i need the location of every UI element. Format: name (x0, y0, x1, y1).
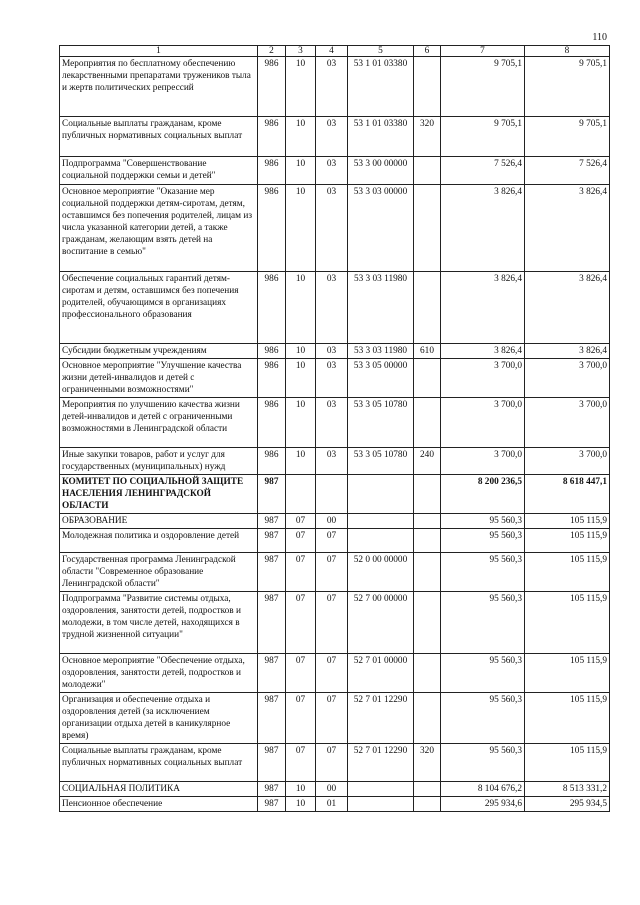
page-number: 110 (592, 32, 607, 43)
amount-year-2: 105 115,9 (525, 744, 610, 782)
row-name: Социальные выплаты гражданам, кроме публичных нормативных социальных выплат (60, 744, 258, 782)
row-name: Подпрограмма "Развитие системы отдыха, оздоровления, занятости детей, подростков и молодежи, в том числе детей, находящихся в трудной жизненной ситуации" (60, 592, 258, 654)
expense-type-code: 320 (414, 744, 441, 782)
amount-year-2: 3 700,0 (525, 359, 610, 398)
amount-year-1: 7 526,4 (441, 157, 525, 185)
subsection-code (316, 475, 348, 514)
admin-code: 986 (258, 359, 286, 398)
section-code: 10 (286, 448, 316, 475)
row-name: Мероприятия по бесплатному обеспечению лекарственными препаратами тружеников тыла и жертв политических репрессий (60, 57, 258, 117)
amount-year-1: 3 826,4 (441, 344, 525, 359)
subsection-code: 07 (316, 553, 348, 592)
admin-code: 987 (258, 475, 286, 514)
target-code (348, 475, 414, 514)
admin-code: 987 (258, 529, 286, 553)
row-name: СОЦИАЛЬНАЯ ПОЛИТИКА (60, 782, 258, 797)
expense-type-code (414, 693, 441, 744)
expense-type-code (414, 359, 441, 398)
amount-year-2: 105 115,9 (525, 514, 610, 529)
admin-code: 986 (258, 272, 286, 344)
admin-code: 986 (258, 344, 286, 359)
amount-year-1: 9 705,1 (441, 57, 525, 117)
expense-type-code (414, 57, 441, 117)
amount-year-2: 3 826,4 (525, 344, 610, 359)
row-name: Организация и обеспечение отдыха и оздоровления детей (за исключением организации отдыха детей в каникулярное время) (60, 693, 258, 744)
section-code (286, 475, 316, 514)
expense-type-code (414, 272, 441, 344)
amount-year-1: 3 700,0 (441, 359, 525, 398)
amount-year-2: 105 115,9 (525, 529, 610, 553)
target-code: 53 3 05 10780 (348, 448, 414, 475)
section-code: 10 (286, 359, 316, 398)
subsection-code: 00 (316, 782, 348, 797)
subsection-code: 03 (316, 272, 348, 344)
target-code: 52 7 01 12290 (348, 744, 414, 782)
column-header: 1 (60, 46, 258, 57)
section-code: 07 (286, 592, 316, 654)
amount-year-2: 8 513 331,2 (525, 782, 610, 797)
subsection-code: 03 (316, 185, 348, 272)
subsection-code: 01 (316, 797, 348, 812)
target-code: 53 3 03 00000 (348, 185, 414, 272)
row-name: ОБРАЗОВАНИЕ (60, 514, 258, 529)
table-row (60, 744, 610, 782)
subsection-code: 03 (316, 359, 348, 398)
row-name: Государственная программа Ленинградской области "Современное образование Ленинградской области" (60, 553, 258, 592)
target-code: 53 3 05 10780 (348, 398, 414, 448)
section-code: 07 (286, 693, 316, 744)
target-code: 53 1 01 03380 (348, 117, 414, 157)
section-code: 07 (286, 654, 316, 693)
subsection-code: 07 (316, 654, 348, 693)
row-name: КОМИТЕТ ПО СОЦИАЛЬНОЙ ЗАЩИТЕ НАСЕЛЕНИЯ ЛЕНИНГРАДСКОЙ ОБЛАСТИ (60, 475, 258, 514)
column-header: 3 (286, 46, 316, 57)
table-row (60, 344, 610, 359)
table-row (60, 272, 610, 344)
table-row (60, 359, 610, 398)
target-code (348, 529, 414, 553)
amount-year-1: 3 700,0 (441, 448, 525, 475)
admin-code: 986 (258, 57, 286, 117)
admin-code: 987 (258, 654, 286, 693)
table-row (60, 654, 610, 693)
section-code: 07 (286, 514, 316, 529)
amount-year-1: 295 934,6 (441, 797, 525, 812)
table-row (60, 592, 610, 654)
table-header-row (60, 46, 610, 57)
expense-type-code: 320 (414, 117, 441, 157)
table-row (60, 782, 610, 797)
table-row (60, 475, 610, 514)
row-name: Подпрограмма "Совершенствование социальной поддержки семьи и детей" (60, 157, 258, 185)
amount-year-2: 3 700,0 (525, 448, 610, 475)
amount-year-2: 7 526,4 (525, 157, 610, 185)
table-row (60, 693, 610, 744)
section-code: 10 (286, 157, 316, 185)
amount-year-1: 3 826,4 (441, 185, 525, 272)
section-code: 10 (286, 398, 316, 448)
table-row (60, 797, 610, 812)
amount-year-2: 9 705,1 (525, 57, 610, 117)
amount-year-1: 8 104 676,2 (441, 782, 525, 797)
column-header: 6 (414, 46, 441, 57)
table-row (60, 57, 610, 117)
subsection-code: 03 (316, 448, 348, 475)
target-code: 53 3 03 11980 (348, 344, 414, 359)
row-name: Субсидии бюджетным учреждениям (60, 344, 258, 359)
subsection-code: 03 (316, 157, 348, 185)
section-code: 10 (286, 185, 316, 272)
target-code (348, 797, 414, 812)
target-code: 53 3 03 11980 (348, 272, 414, 344)
row-name: Основное мероприятие "Оказание мер социальной поддержки детям-сиротам, детям, оставшимся без попечения родителей, лицам из числа указанной категории детей, а также гражданам, желающим взять детей на воспитание в семью" (60, 185, 258, 272)
expense-type-code (414, 514, 441, 529)
subsection-code: 03 (316, 398, 348, 448)
expense-type-code (414, 475, 441, 514)
section-code: 10 (286, 797, 316, 812)
amount-year-1: 3 700,0 (441, 398, 525, 448)
expense-type-code (414, 185, 441, 272)
amount-year-1: 9 705,1 (441, 117, 525, 157)
admin-code: 986 (258, 157, 286, 185)
admin-code: 987 (258, 592, 286, 654)
expense-type-code (414, 654, 441, 693)
budget-table (59, 45, 610, 812)
amount-year-1: 95 560,3 (441, 654, 525, 693)
section-code: 10 (286, 344, 316, 359)
expense-type-code (414, 529, 441, 553)
admin-code: 987 (258, 797, 286, 812)
column-header: 8 (525, 46, 610, 57)
amount-year-2: 9 705,1 (525, 117, 610, 157)
table-row (60, 514, 610, 529)
admin-code: 986 (258, 117, 286, 157)
row-name: Мероприятия по улучшению качества жизни детей-инвалидов и детей с ограниченными возможностями в Ленинградской области (60, 398, 258, 448)
expense-type-code: 610 (414, 344, 441, 359)
row-name: Пенсионное обеспечение (60, 797, 258, 812)
amount-year-2: 105 115,9 (525, 553, 610, 592)
target-code (348, 782, 414, 797)
subsection-code: 03 (316, 344, 348, 359)
subsection-code: 07 (316, 529, 348, 553)
expense-type-code (414, 797, 441, 812)
table-row (60, 529, 610, 553)
admin-code: 986 (258, 185, 286, 272)
target-code: 53 3 05 00000 (348, 359, 414, 398)
amount-year-2: 3 826,4 (525, 272, 610, 344)
target-code: 53 1 01 03380 (348, 57, 414, 117)
table-row (60, 553, 610, 592)
admin-code: 987 (258, 553, 286, 592)
expense-type-code: 240 (414, 448, 441, 475)
target-code (348, 514, 414, 529)
amount-year-1: 95 560,3 (441, 529, 525, 553)
table-row (60, 157, 610, 185)
amount-year-1: 95 560,3 (441, 744, 525, 782)
section-code: 10 (286, 117, 316, 157)
subsection-code: 07 (316, 592, 348, 654)
expense-type-code (414, 157, 441, 185)
expense-type-code (414, 782, 441, 797)
admin-code: 987 (258, 782, 286, 797)
table-row (60, 448, 610, 475)
row-name: Основное мероприятие "Обеспечение отдыха, оздоровления, занятости детей, подростков и молодежи" (60, 654, 258, 693)
target-code: 53 3 00 00000 (348, 157, 414, 185)
subsection-code: 00 (316, 514, 348, 529)
row-name: Основное мероприятие "Улучшение качества жизни детей-инвалидов и детей с ограниченными возможностями" (60, 359, 258, 398)
target-code: 52 0 00 00000 (348, 553, 414, 592)
amount-year-2: 105 115,9 (525, 592, 610, 654)
admin-code: 987 (258, 514, 286, 529)
amount-year-1: 8 200 236,5 (441, 475, 525, 514)
subsection-code: 03 (316, 117, 348, 157)
subsection-code: 03 (316, 57, 348, 117)
row-name: Молодежная политика и оздоровление детей (60, 529, 258, 553)
amount-year-1: 95 560,3 (441, 514, 525, 529)
row-name: Иные закупки товаров, работ и услуг для государственных (муниципальных) нужд (60, 448, 258, 475)
section-code: 10 (286, 782, 316, 797)
target-code: 52 7 00 00000 (348, 592, 414, 654)
column-header: 2 (258, 46, 286, 57)
row-name: Обеспечение социальных гарантий детям-сиротам и детям, оставшимся без попечения родителей, обучающимся в организациях профессионального образования (60, 272, 258, 344)
amount-year-1: 3 826,4 (441, 272, 525, 344)
amount-year-2: 295 934,5 (525, 797, 610, 812)
admin-code: 986 (258, 448, 286, 475)
admin-code: 987 (258, 744, 286, 782)
section-code: 10 (286, 57, 316, 117)
row-name: Социальные выплаты гражданам, кроме публичных нормативных социальных выплат (60, 117, 258, 157)
table-row (60, 398, 610, 448)
column-header: 7 (441, 46, 525, 57)
amount-year-1: 95 560,3 (441, 693, 525, 744)
table-row (60, 185, 610, 272)
section-code: 10 (286, 272, 316, 344)
section-code: 07 (286, 744, 316, 782)
column-header: 4 (316, 46, 348, 57)
amount-year-2: 3 700,0 (525, 398, 610, 448)
amount-year-2: 105 115,9 (525, 654, 610, 693)
amount-year-2: 8 618 447,1 (525, 475, 610, 514)
amount-year-2: 105 115,9 (525, 693, 610, 744)
target-code: 52 7 01 00000 (348, 654, 414, 693)
table-row (60, 117, 610, 157)
admin-code: 987 (258, 693, 286, 744)
column-header: 5 (348, 46, 414, 57)
expense-type-code (414, 398, 441, 448)
expense-type-code (414, 553, 441, 592)
target-code: 52 7 01 12290 (348, 693, 414, 744)
subsection-code: 07 (316, 693, 348, 744)
amount-year-1: 95 560,3 (441, 553, 525, 592)
section-code: 07 (286, 553, 316, 592)
section-code: 07 (286, 529, 316, 553)
amount-year-2: 3 826,4 (525, 185, 610, 272)
expense-type-code (414, 592, 441, 654)
subsection-code: 07 (316, 744, 348, 782)
admin-code: 986 (258, 398, 286, 448)
amount-year-1: 95 560,3 (441, 592, 525, 654)
